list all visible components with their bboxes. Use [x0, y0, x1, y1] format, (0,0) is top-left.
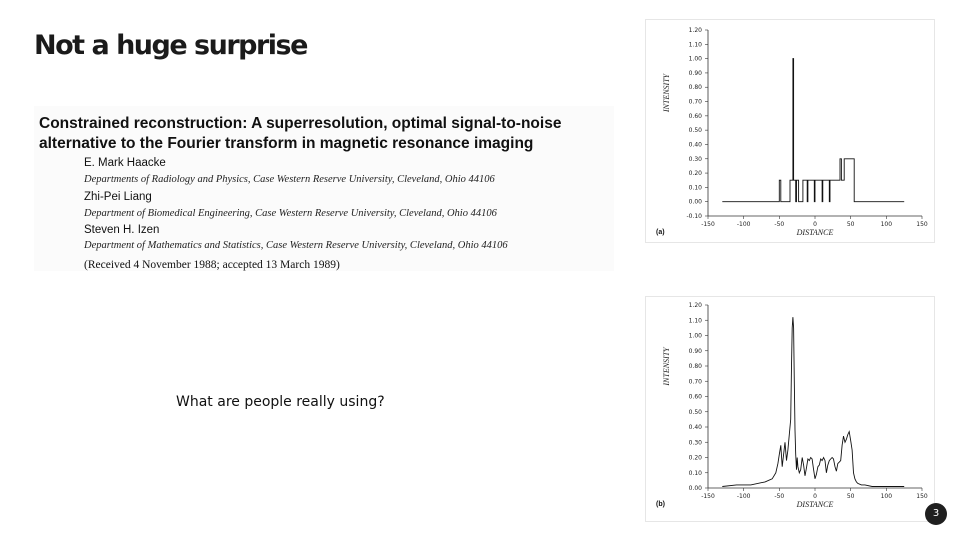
x-tick-label: -100: [736, 493, 751, 500]
y-tick-label: 0.70: [688, 378, 702, 386]
y-tick-label: 0.80: [688, 84, 702, 92]
y-tick-label: 1.10: [688, 41, 702, 49]
author-name: Steven H. Izen: [84, 224, 160, 236]
y-tick-label: 0.30: [688, 439, 702, 447]
chart-a-svg: [646, 20, 934, 242]
y-tick-label: 1.20: [688, 302, 702, 309]
x-tick-label: 50: [846, 221, 855, 228]
y-tick-label: 0.90: [688, 69, 702, 77]
x-tick-label: -150: [701, 221, 715, 228]
series-line: [722, 317, 904, 486]
panel-label: (a): [656, 229, 665, 236]
chart-b-svg: [646, 297, 934, 521]
series-line: [722, 59, 904, 202]
y-axis-label: INTENSITY: [662, 73, 671, 113]
author-affiliation: Department of Mathematics and Statistics, Case Western Reserve University, Cleveland, Ohio 44106: [84, 240, 508, 251]
x-tick-label: 100: [880, 493, 893, 500]
y-tick-label: 0.70: [688, 98, 702, 106]
y-tick-label: 0.00: [688, 485, 702, 492]
plot-panel-b: [646, 297, 934, 521]
author-affiliation: Departments of Radiology and Physics, Case Western Reserve University, Cleveland, Ohio 44106: [84, 174, 495, 185]
x-tick-label: 0: [813, 493, 817, 500]
page-number-badge: 3: [925, 503, 947, 525]
x-tick-label: 0: [813, 221, 817, 228]
slide-title: Not a huge surprise: [34, 30, 307, 61]
y-tick-label: 0.10: [688, 184, 702, 192]
author-name: Zhi-Pei Liang: [84, 191, 152, 203]
author-affiliation: Department of Biomedical Engineering, Case Western Reserve University, Cleveland, Ohio 44106: [84, 208, 497, 219]
y-tick-label: 0.20: [688, 454, 702, 462]
y-tick-label: 0.10: [688, 469, 702, 477]
paper-header-image: [34, 106, 614, 271]
x-axis-label: DISTANCE: [796, 228, 834, 237]
y-axis-label: INTENSITY: [662, 347, 671, 386]
x-tick-label: -50: [774, 221, 785, 228]
y-tick-label: 1.00: [688, 332, 702, 340]
y-tick-label: 1.20: [688, 27, 702, 34]
x-tick-label: 150: [916, 493, 928, 500]
y-tick-label: 0.30: [688, 155, 702, 163]
y-tick-label: 0.20: [688, 170, 702, 178]
y-tick-label: 1.10: [688, 317, 702, 325]
x-tick-label: -100: [736, 221, 751, 228]
y-tick-label: 0.60: [688, 112, 702, 120]
question-text: What are people really using?: [176, 394, 385, 410]
x-tick-label: 150: [916, 221, 928, 228]
x-tick-label: -50: [774, 493, 785, 500]
received-date: (Received 4 November 1988; accepted 13 March 1989): [84, 259, 340, 271]
x-tick-label: 100: [880, 221, 893, 228]
y-tick-label: 0.40: [688, 141, 702, 149]
paper-title: Constrained reconstruction: A superresolution, optimal signal-to-noise alternative to the Fourier transform in magnetic resonance imaging: [39, 115, 562, 152]
panel-label: (b): [656, 501, 665, 508]
x-tick-label: -150: [701, 493, 715, 500]
y-tick-label: 0.00: [688, 198, 702, 206]
y-tick-label: 0.60: [688, 393, 702, 401]
plot-panel-a: [646, 20, 934, 242]
x-axis-label: DISTANCE: [796, 500, 834, 509]
y-tick-label: -0.10: [686, 213, 702, 220]
author-name: E. Mark Haacke: [84, 157, 166, 169]
y-tick-label: 0.50: [688, 127, 702, 135]
x-tick-label: 50: [846, 493, 855, 500]
y-tick-label: 0.50: [688, 408, 702, 416]
y-tick-label: 1.00: [688, 55, 702, 63]
y-tick-label: 0.90: [688, 347, 702, 355]
y-tick-label: 0.80: [688, 363, 702, 370]
y-tick-label: 0.40: [688, 424, 702, 431]
